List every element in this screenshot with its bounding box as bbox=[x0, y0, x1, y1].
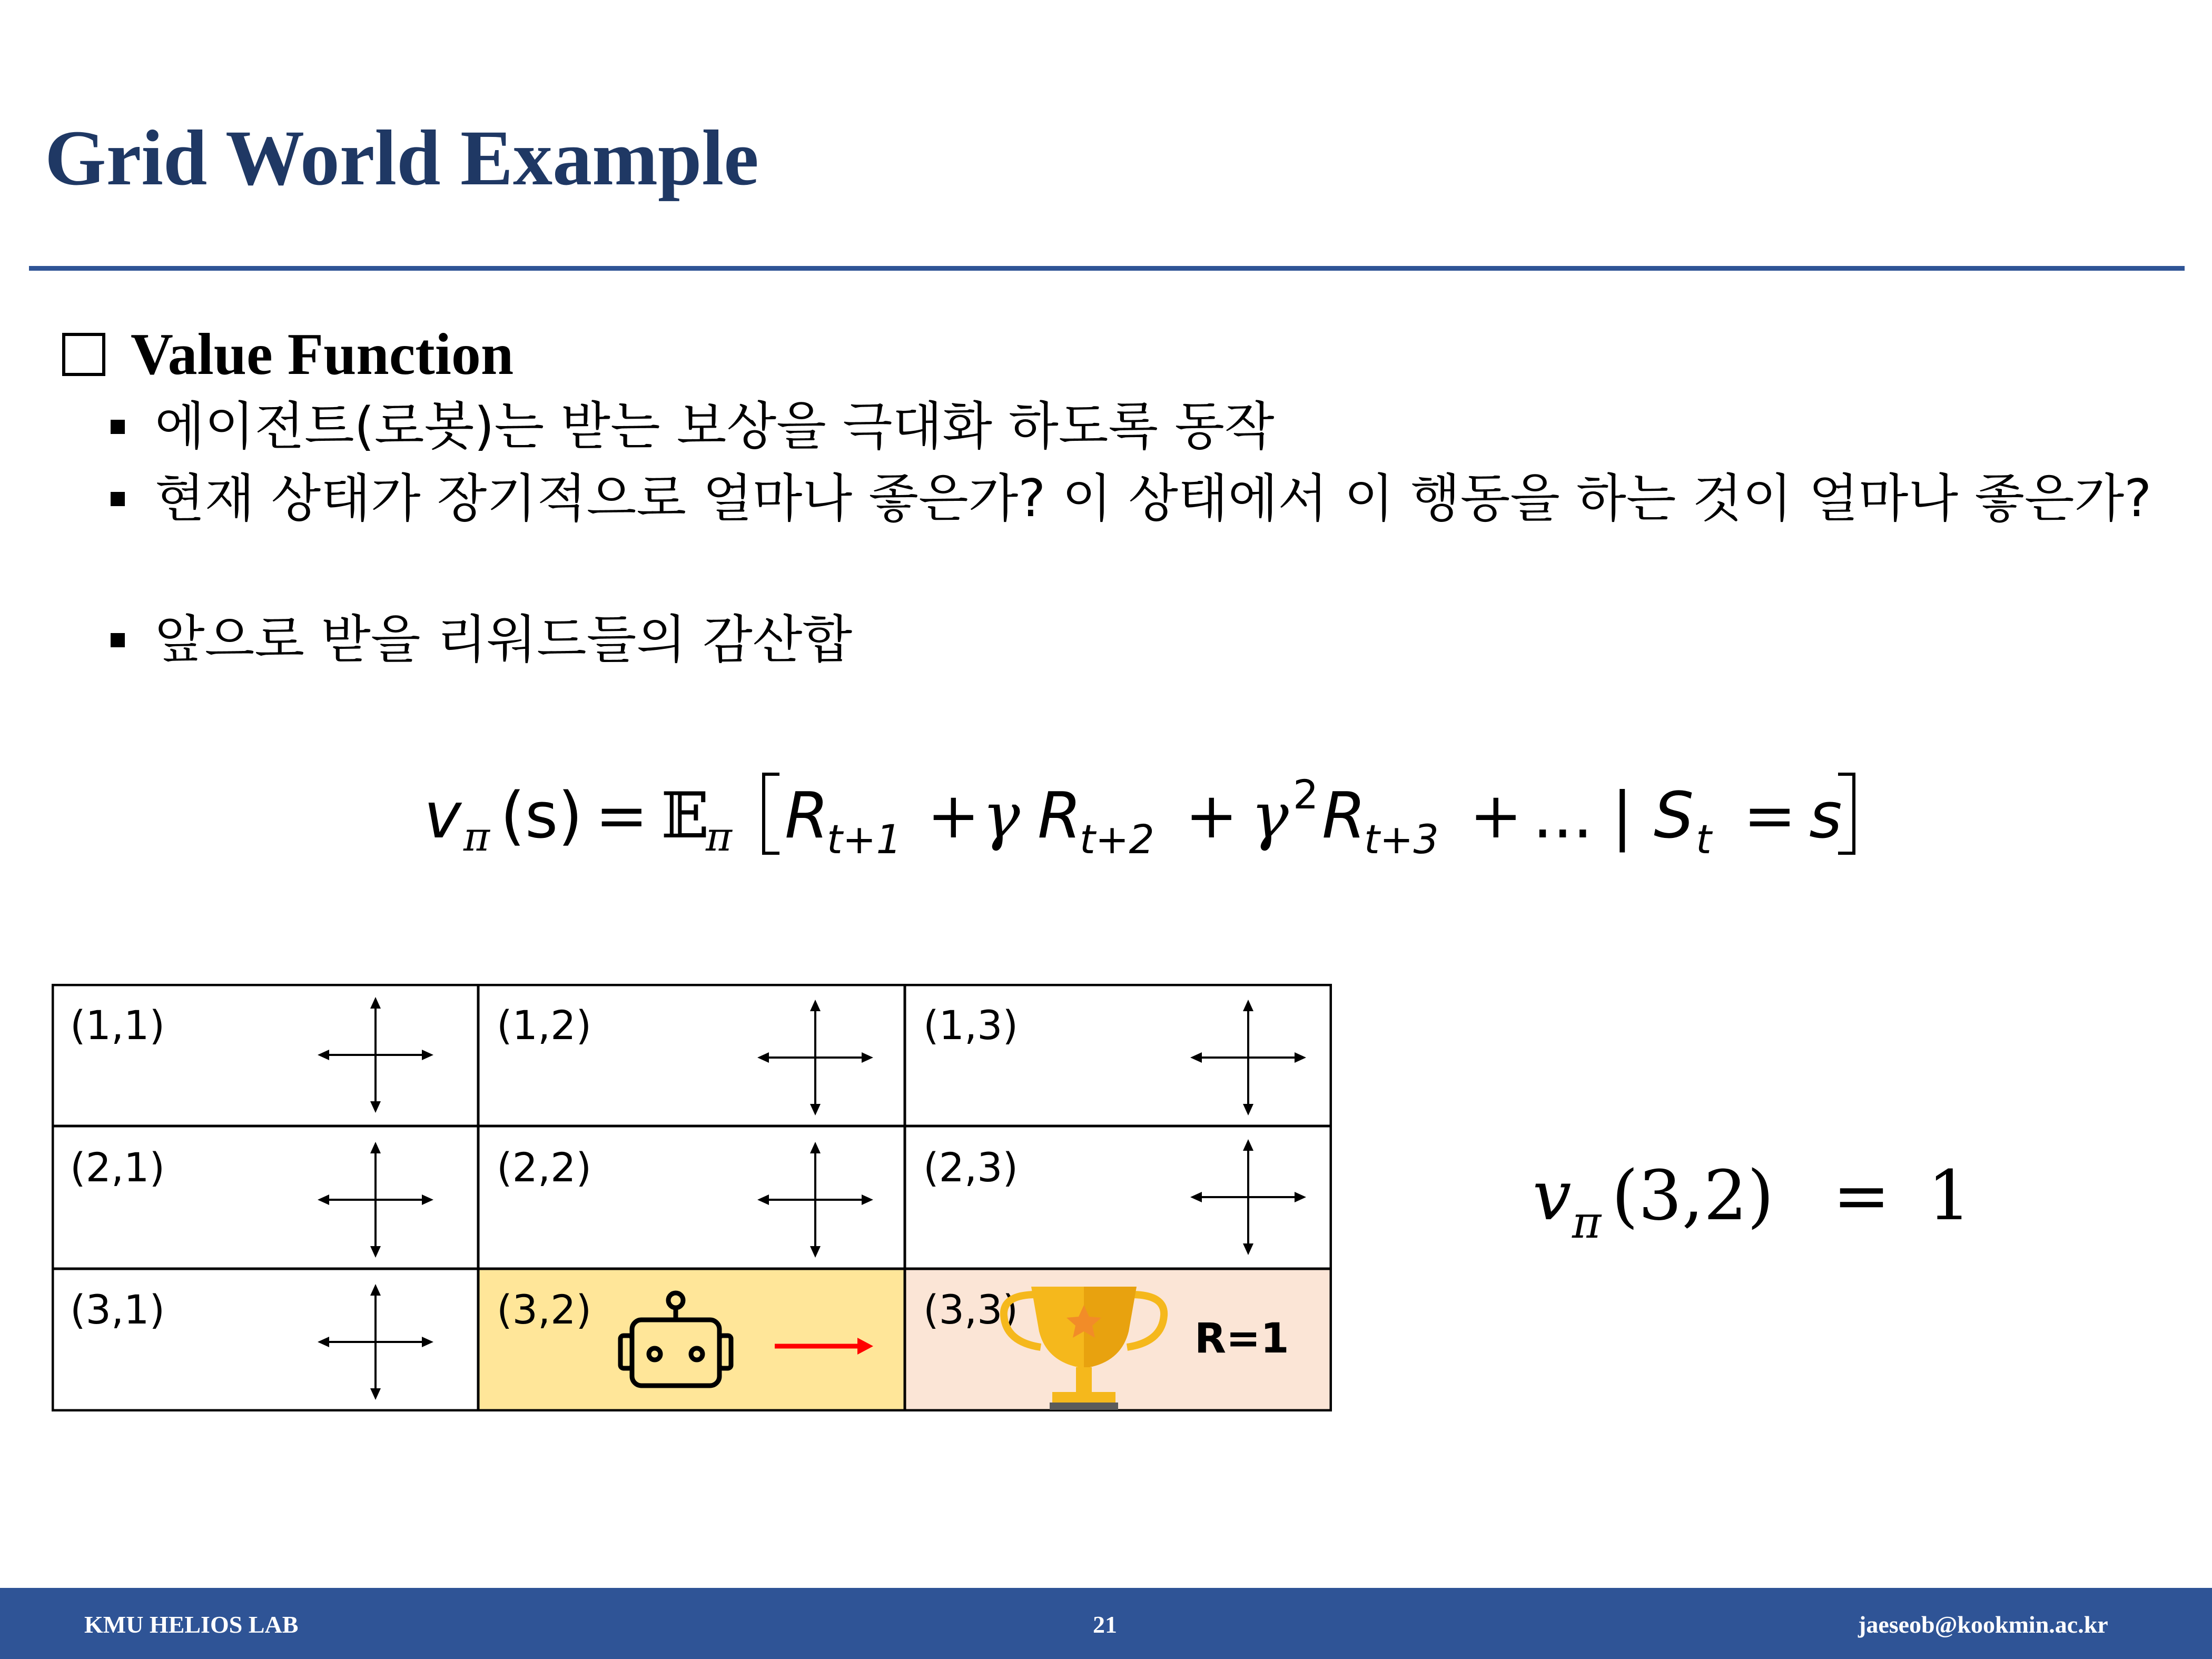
square-bullet-icon bbox=[111, 492, 125, 506]
value-function-formula bbox=[0, 758, 2212, 895]
formula-given: | bbox=[1612, 779, 1633, 853]
formula-equals: = bbox=[595, 779, 648, 853]
footer-lab: KMU HELIOS LAB bbox=[84, 1611, 299, 1638]
checkbox-bullet-icon bbox=[62, 333, 105, 376]
title-divider bbox=[29, 266, 2185, 271]
formula-expectation: 𝔼 bbox=[661, 779, 709, 853]
formula-r1-sub: t+1 bbox=[827, 816, 902, 863]
formula-left-bracket bbox=[764, 774, 779, 853]
bullet-text: 에이전트(로봇)는 받는 보상을 극대화 하도록 동작 bbox=[155, 397, 1275, 457]
cell-label: (2,2) bbox=[497, 1144, 592, 1191]
square-bullet-icon bbox=[111, 633, 125, 647]
cell-label: (2,3) bbox=[923, 1144, 1019, 1191]
cell-label: (3,3) bbox=[923, 1286, 1019, 1333]
formula-s: S bbox=[1654, 779, 1694, 853]
formula-plus-1: + bbox=[927, 779, 980, 853]
formula-gamma-power: 2 bbox=[1293, 771, 1319, 818]
formula-pi-sub: π bbox=[463, 813, 490, 860]
cell-label: (1,2) bbox=[497, 1002, 592, 1049]
formula-ellipsis: ... bbox=[1533, 779, 1593, 853]
formula-r3: R bbox=[1322, 779, 1366, 853]
value-eq-value: 1 bbox=[1928, 1156, 1971, 1236]
formula-r1: R bbox=[785, 779, 829, 853]
formula-r2-sub: t+2 bbox=[1080, 816, 1154, 863]
section-heading bbox=[62, 318, 514, 391]
formula-r2: R bbox=[1038, 779, 1082, 853]
formula-expectation-sub: π bbox=[706, 813, 732, 860]
value-eq-pi: π bbox=[1572, 1197, 1602, 1248]
formula-gamma-2: γ bbox=[1251, 779, 1289, 853]
slide-title: Grid World Example bbox=[45, 114, 759, 202]
value-eq-arg: (3,2) bbox=[1612, 1156, 1774, 1236]
formula-s-sub: t bbox=[1696, 816, 1712, 863]
cell-label: (3,2) bbox=[497, 1286, 592, 1333]
cell-label: (1,1) bbox=[70, 1002, 165, 1049]
footer-page-number: 21 bbox=[1093, 1611, 1117, 1638]
formula-gamma-1: γ bbox=[982, 779, 1020, 853]
footer-email: jaeseob@kookmin.ac.kr bbox=[1858, 1611, 2108, 1638]
formula-equals-2: = bbox=[1743, 779, 1796, 853]
formula-plus-2: + bbox=[1185, 779, 1238, 853]
value-eq-v: v bbox=[1533, 1156, 1572, 1236]
square-bullet-icon bbox=[111, 420, 125, 434]
bullet-text: 앞으로 받을 리워드들의 감산합 bbox=[155, 610, 853, 670]
reward-label: R=1 bbox=[1194, 1315, 1289, 1362]
section-label: Value Function bbox=[131, 321, 514, 387]
formula-v: v bbox=[424, 779, 462, 853]
bullet-text: 현재 상태가 장기적으로 얼마나 좋은가? 이 상태에서 이 행동을 하는 것이 얼마나 좋은가? bbox=[155, 469, 2152, 529]
formula-s-value: s bbox=[1809, 779, 1842, 853]
cell-label: (3,1) bbox=[70, 1286, 165, 1333]
value-eq-equals: = bbox=[1833, 1156, 1890, 1236]
formula-r3-sub: t+3 bbox=[1364, 816, 1439, 863]
grid-world bbox=[52, 984, 1332, 1411]
formula-plus-3: + bbox=[1469, 779, 1523, 853]
value-equation bbox=[1527, 1151, 2001, 1256]
cell-label: (2,1) bbox=[70, 1144, 165, 1191]
formula-state: (s) bbox=[500, 779, 583, 853]
cell-label: (1,3) bbox=[923, 1002, 1019, 1049]
